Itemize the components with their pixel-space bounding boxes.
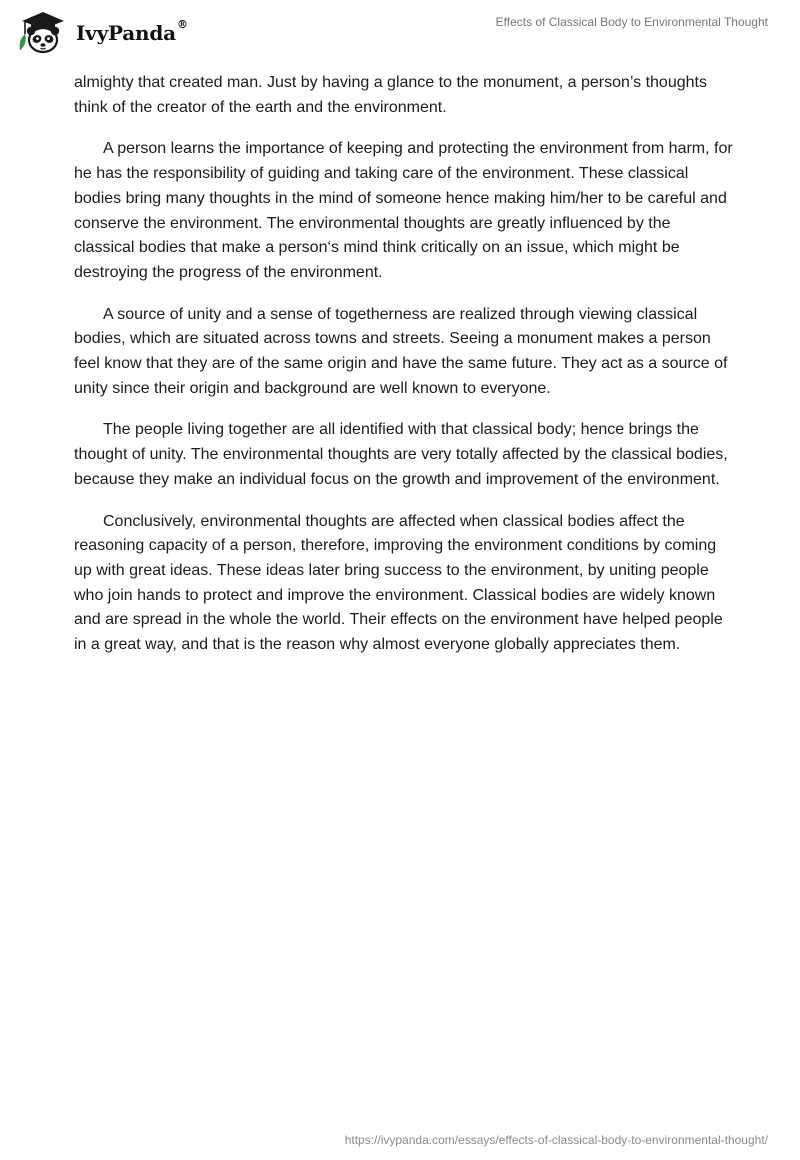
ivypanda-logo[interactable] xyxy=(14,10,188,54)
paragraph-4: The people living together are all identified with that classical body; hence brings the thought of unity. The environmental thoughts are very totally affected by the classical bodies, because they make an individual focus on the growth and improvement of the environment. xyxy=(74,421,728,488)
paragraph-1: almighty that created man. Just by having a glance to the monument, a person’s thoughts think of the creator of the earth and the environment. xyxy=(74,74,707,116)
paragraph-5: Conclusively, environmental thoughts are affected when classical bodies affect the reasoning capacity of a person, therefore, improving the environment conditions by coming up with great ideas. These ideas later bring success to the environment, by uniting people who join hands to protect and improve the environment. Classical bodies are widely known and are spread in the whole the world. Their effects on the environment have helped people in a great way, and that is the reason why almost everyone globally appreciates them. xyxy=(74,512,723,654)
document-title: Effects of Classical Body to Environmental Thought xyxy=(495,15,768,29)
paragraph-3: A source of unity and a sense of togetherness are realized through viewing classical bodies, which are situated across towns and streets. Seeing a monument makes a person feel know that they are of the same origin and have the same future. They act as a source of unity since their origin and background are well known to everyone. xyxy=(74,305,728,397)
panda-graduation-cap-icon xyxy=(14,10,72,54)
paragraph-2: A person learns the importance of keeping and protecting the environment from harm, for he has the responsibility of guiding and taking care of the environment. These classical bodies bring many thoughts in the mind of someone hence making him/her to be careful and conserve the environment. The environmental thoughts are greatly influenced by the classical bodies that make a person‘s mind think critically on an issue, which might be destroying the progress of the environment. xyxy=(74,140,733,281)
source-url-link[interactable]: https://ivypanda.com/essays/effects-of-classical-body-to-environmental-thought/ xyxy=(344,1133,768,1147)
page-header xyxy=(0,0,800,66)
brand-name: IvyPanda® xyxy=(76,18,188,45)
registered-mark: ® xyxy=(176,18,188,31)
essay-body xyxy=(74,71,734,675)
